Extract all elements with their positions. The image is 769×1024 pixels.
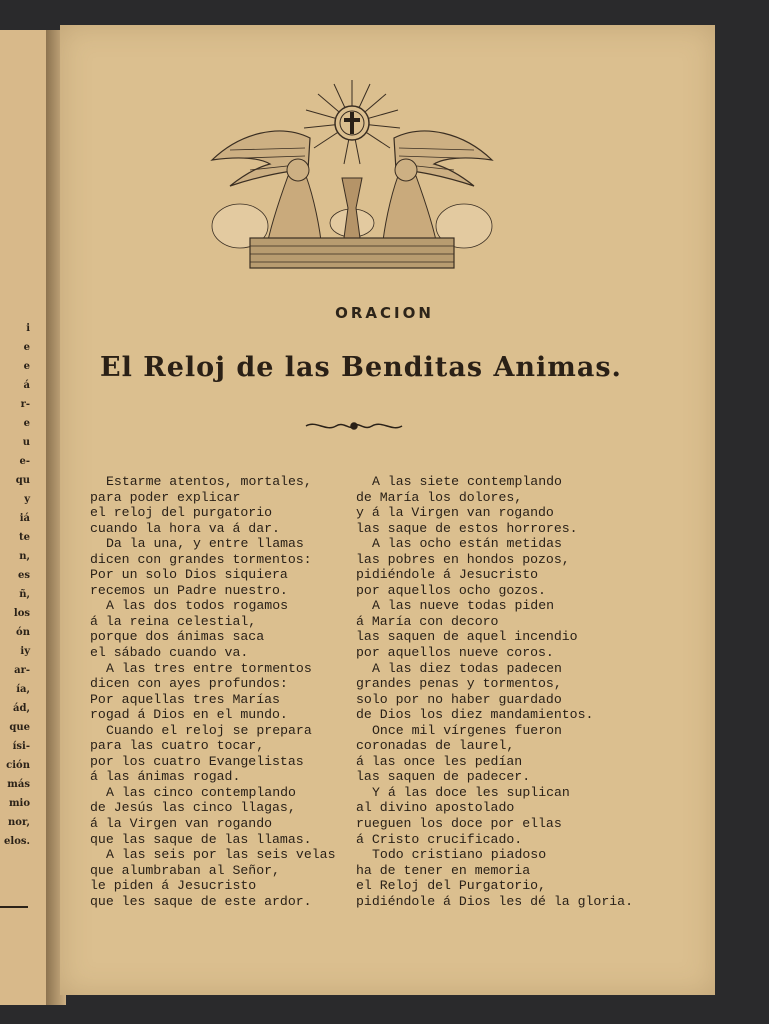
verse-line: rueguen los doce por ellas (356, 816, 562, 832)
verse-line: que las saque de las llamas. (90, 831, 312, 847)
verse-line: Estarme atentos, mortales, (106, 474, 312, 489)
left-page-fragment: ción (6, 760, 30, 771)
verse-line: para poder explicar (90, 489, 241, 505)
verse-line: las saquen de aquel incendio (356, 629, 578, 645)
verse-line: por aquellos nueve coros. (356, 645, 554, 661)
verse-line: solo por no haber guardado (356, 691, 562, 707)
verse-line: á la reina celestial, (90, 613, 257, 629)
verse-line: pidiéndole á Dios les dé la gloria. (356, 893, 633, 909)
left-page-rule (0, 906, 28, 908)
left-page-fragment: qu (15, 475, 30, 486)
left-page-fragment: n, (19, 551, 30, 562)
verse-line: de Jesús las cinco llagas, (90, 800, 296, 816)
left-page-fragment: iá (19, 513, 30, 524)
left-page-fragment: es (18, 570, 30, 581)
verse-column-left (90, 474, 336, 909)
verse-line: las pobres en hondos pozos, (356, 551, 570, 567)
verse-line: A las siete contemplando (372, 474, 562, 489)
verse-line: A las seis por las seis velas (106, 847, 336, 863)
verse-line: á las ánimas rogad. (90, 769, 241, 785)
verse-line: A las tres entre tormentos (106, 660, 312, 676)
verse-line: A las dos todos rogamos (106, 598, 289, 614)
verse-line: cuando la hora va á dar. (90, 520, 280, 536)
verse-line: Cuando el reloj se prepara (106, 722, 312, 738)
left-page-fragment: e (23, 342, 30, 353)
left-page-fragment: i (26, 323, 30, 334)
verse-line: al divino apostolado (356, 800, 515, 816)
verse-line: Por aquellas tres Marías (90, 691, 280, 707)
verse-line: Once mil vírgenes fueron (372, 722, 562, 738)
verse-line: á la Virgen van rogando (90, 816, 273, 832)
verse-line: para las cuatro tocar, (90, 738, 265, 754)
verse-line: de Dios los diez mandamientos. (356, 707, 594, 723)
left-page-fragment: ád, (13, 703, 30, 714)
verse-line: A las ocho están metidas (372, 536, 562, 552)
left-page-fragment: más (7, 779, 30, 790)
left-page-fragment: mio (8, 798, 30, 809)
verse-line: Y á las doce les suplican (372, 784, 570, 800)
section-label: ORACION (335, 304, 434, 322)
left-page-fragment: ñ, (19, 589, 30, 600)
left-page-fragment: ía, (16, 684, 30, 695)
verse-line: Da la una, y entre llamas (106, 536, 304, 552)
left-page-fragment: te (19, 532, 30, 543)
left-page-fragment: elos. (4, 836, 30, 847)
verse-line: de María los dolores, (356, 489, 523, 505)
verse-line: A las diez todas padecen (372, 660, 562, 676)
left-page-fragment: ísi- (12, 741, 30, 752)
left-facing-page (0, 30, 52, 1005)
left-page-fragment: iy (20, 646, 30, 657)
verse-line: rogad á Dios en el mundo. (90, 707, 288, 723)
verse-line: á las once les pedían (356, 753, 523, 769)
verse-line: ha de tener en memoria (356, 862, 531, 878)
verse-line: por los cuatro Evangelistas (90, 753, 304, 769)
left-page-fragment: u (22, 437, 30, 448)
verse-line: y á la Virgen van rogando (356, 505, 554, 521)
verse-column-right (356, 474, 633, 909)
verse-line: á María con decoro (356, 613, 499, 629)
verse-line: grandes penas y tormentos, (356, 676, 562, 692)
verse-line: el sábado cuando va. (90, 645, 249, 661)
verse-line: pidiéndole á Jesucristo (356, 567, 539, 583)
left-page-fragment: los (13, 608, 30, 619)
verse-line: dicen con grandes tormentos: (90, 551, 312, 567)
verse-line: que alumbraban al Señor, (90, 862, 280, 878)
verse-line: las saquen de padecer. (356, 769, 531, 785)
verse-line: el Reloj del Purgatorio, (356, 878, 546, 894)
verse-line: por aquellos ocho gozos. (356, 582, 546, 598)
left-page-fragment: ar- (14, 665, 30, 676)
verse-line: á Cristo crucificado. (356, 831, 523, 847)
left-page-fragment: r- (20, 399, 30, 410)
verse-line: coronadas de laurel, (356, 738, 515, 754)
page-title: El Reloj de las Benditas Animas. (100, 352, 622, 383)
divider-ornament (304, 418, 404, 434)
verse-line: Todo cristiano piadoso (372, 847, 547, 863)
left-page-fragment: e (23, 418, 30, 429)
left-page-fragment: ón (16, 627, 30, 638)
angels-cross-engraving (210, 78, 494, 278)
verse-line: A las nueve todas piden (372, 598, 555, 614)
verse-line: las saque de estos horrores. (356, 520, 578, 536)
verse-line: A las cinco contemplando (106, 784, 296, 800)
left-page-fragment: á (23, 380, 30, 391)
verse-line: porque dos ánimas saca (90, 629, 265, 645)
left-page-fragment: e (23, 361, 30, 372)
verse-line: Por un solo Dios siquiera (90, 567, 288, 583)
left-page-fragment: e- (19, 456, 30, 467)
verse-line: le piden á Jesucristo (90, 878, 257, 894)
verse-line: recemos un Padre nuestro. (90, 582, 288, 598)
verse-line: que les saque de este ardor. (90, 893, 312, 909)
verse-line: el reloj del purgatorio (90, 505, 273, 521)
left-page-fragment: nor, (8, 817, 30, 828)
left-page-fragment: que (9, 722, 30, 733)
left-page-fragment: y (24, 494, 30, 505)
verse-line: dicen con ayes profundos: (90, 676, 288, 692)
